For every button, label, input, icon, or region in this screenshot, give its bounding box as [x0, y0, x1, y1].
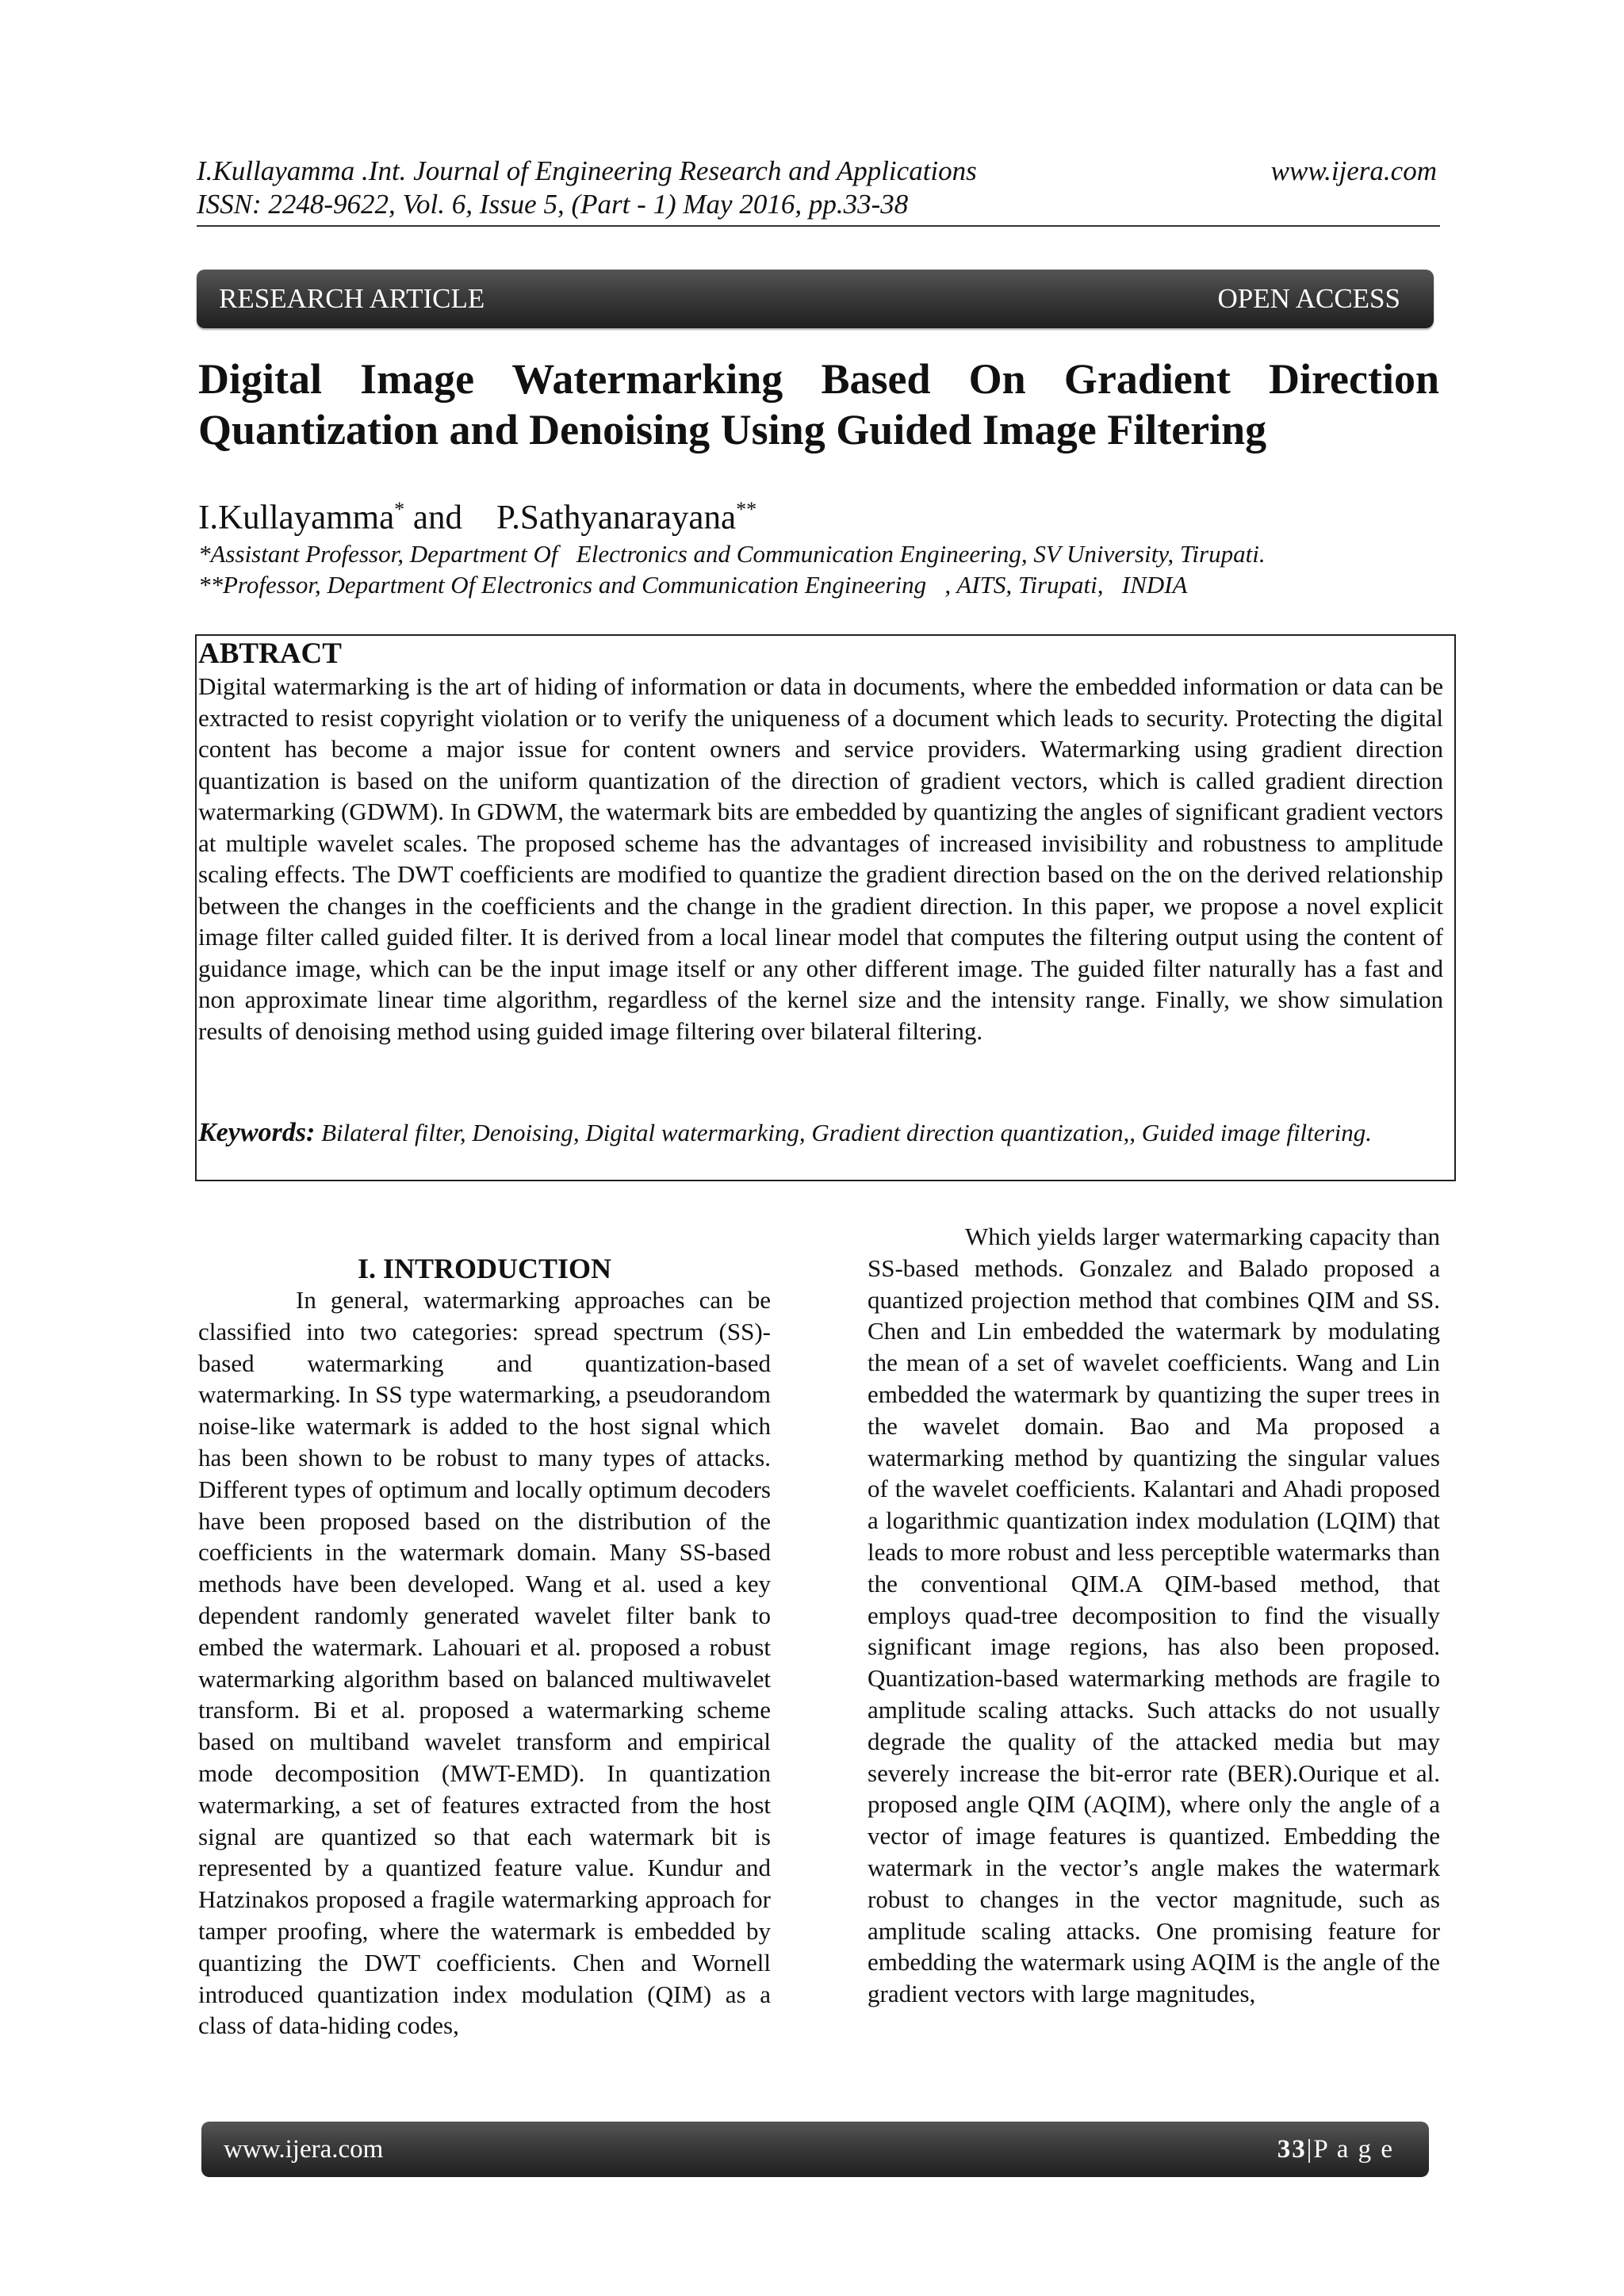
issn-line: ISSN: 2248-9622, Vol. 6, Issue 5, (Part - 1) May 2016, pp.33-38	[197, 189, 909, 220]
research-article-label: RESEARCH ARTICLE	[219, 283, 485, 314]
journal-website[interactable]: www.ijera.com	[1270, 155, 1437, 186]
left-column	[198, 1253, 771, 2042]
page-footer	[201, 2122, 1429, 2177]
footer-page-number	[1277, 2122, 1394, 2177]
keywords-label: Keywords:	[198, 1118, 316, 1147]
author-and: and	[412, 499, 463, 537]
page-number: 33	[1277, 2135, 1307, 2164]
footer-website[interactable]: www.ijera.com	[224, 2135, 384, 2164]
keywords	[198, 1118, 1443, 1147]
abstract-text: Digital watermarking is the art of hiding of information or data in documents, where the embedded information or data can be extracted to resist copyright violation or to verify the uniqueness of a document which leads to security. Protecting the digital content has become a major issue for content owners and service providers. Watermarking using gradient direction quantization is based on the uniform quantization of the direction of gradient vectors, which is called gradient direction watermarking (GDWM). In GDWM, the watermark bits are embedded by quantizing the angles of significant gradient vectors at multiple wavelet scales. The proposed scheme has the advantages of increased invisibility and robustness to amplitude scaling effects. The DWT coefficients are modified to quantize the gradient direction based on the on the derived relationship between the changes in the coefficients and the change in the gradient direction. In this paper, we propose a novel explicit image filter called guided filter. It is derived from a local linear model that computes the filtering output using the content of guidance image, which can be the input image itself or any other different image. The guided filter naturally has a fast and non approximate linear time algorithm, regardless of the kernel size and the intensity range. Finally, we show simulation results of denoising method using guided image filtering over bilateral filtering.	[198, 672, 1443, 1045]
page-label: |P a g e	[1306, 2135, 1394, 2164]
right-column	[868, 1221, 1440, 2010]
affiliation-2: **Professor, Department Of Electronics and Communication Engineering , AITS, Tirupati, INDIA	[198, 571, 1188, 599]
paper-title-line-2: Quantization and Denoising Using Guided Image Filtering	[198, 406, 1267, 453]
author-1: I.Kullayamma	[198, 499, 395, 537]
introduction-heading: I. INTRODUCTION	[357, 1253, 612, 1284]
author-1-mark: *	[394, 498, 405, 521]
article-type-banner	[197, 270, 1434, 328]
header-rule	[197, 225, 1440, 227]
author-2-mark: **	[736, 498, 757, 521]
open-access-label: OPEN ACCESS	[1217, 283, 1400, 314]
affiliation-1: *Assistant Professor, Department Of Electronics and Communication Engineering, SV University, Tirupati.	[198, 540, 1266, 568]
paper-title-line-1: Digital Image Watermarking Based On Gradient Direction	[198, 355, 1439, 403]
keywords-text: Bilateral filter, Denoising, Digital watermarking, Gradient direction quantization,, Guided image filtering.	[321, 1119, 1372, 1146]
author-line	[198, 490, 756, 538]
introduction-left-text: In general, watermarking approaches can be classified into two categories: spread spectrum (SS)-based watermarking and quantization-based watermarking. In SS type watermarking, a pseudorandom noise-like watermark is added to the host signal which has been shown to be robust to many types of attacks. Different types of optimum and locally optimum decoders have been proposed based on the distribution of the coefficients in the watermark domain. Many SS-based methods have been developed. Wang et al. used a key dependent randomly generated wavelet filter bank to embed the watermark. Lahouari et al. proposed a robust watermarking algorithm based on balanced multiwavelet transform. Bi et al. proposed a watermarking scheme based on multiband wavelet transform and empirical mode decomposition (MWT-EMD). In quantization watermarking, a set of features extracted from the host signal are quantized so that each watermark bit is represented by a quantized feature value. Kundur and Hatzinakos proposed a fragile watermarking approach for tamper proofing, where the watermark is embedded by quantizing the DWT coefficients. Chen and Wornell introduced quantization index modulation (QIM) as a class of data-hiding codes,	[198, 1286, 771, 2040]
introduction-right-text: Which yields larger watermarking capacity than SS-based methods. Gonzalez and Balado proposed a quantized projection method that combines QIM and SS. Chen and Lin embedded the watermark by modulating the mean of a set of wavelet coefficients. Wang and Lin embedded the watermark by quantizing the super trees in the wavelet domain. Bao and Ma proposed a watermarking method by quantizing the singular values of the wavelet coefficients. Kalantari and Ahadi proposed a logarithmic quantization index modulation (LQIM) that leads to more robust and less perceptible watermarks than the conventional QIM.A QIM-based method, that employs quad-tree decomposition to find the visually significant image regions, has also been proposed. Quantization-based watermarking methods are fragile to amplitude scaling attacks. Such attacks do not usually degrade the quality of the attacked media but may severely increase the bit-error rate (BER).Ourique et al. proposed angle QIM (AQIM), where only the angle of a vector of image features is quantized. Embedding the watermark in the vector’s angle makes the watermark robust to changes in the vector magnitude, such as amplitude scaling attacks. One promising feature for embedding the watermark using AQIM is the angle of the gradient vectors with large magnitudes,	[868, 1223, 1440, 2008]
journal-header-line: I.Kullayamma .Int. Journal of Engineering Research and Applications	[197, 155, 977, 186]
author-2: P.Sathyanarayana	[496, 499, 737, 537]
abstract-heading: ABTRACT	[198, 637, 342, 670]
